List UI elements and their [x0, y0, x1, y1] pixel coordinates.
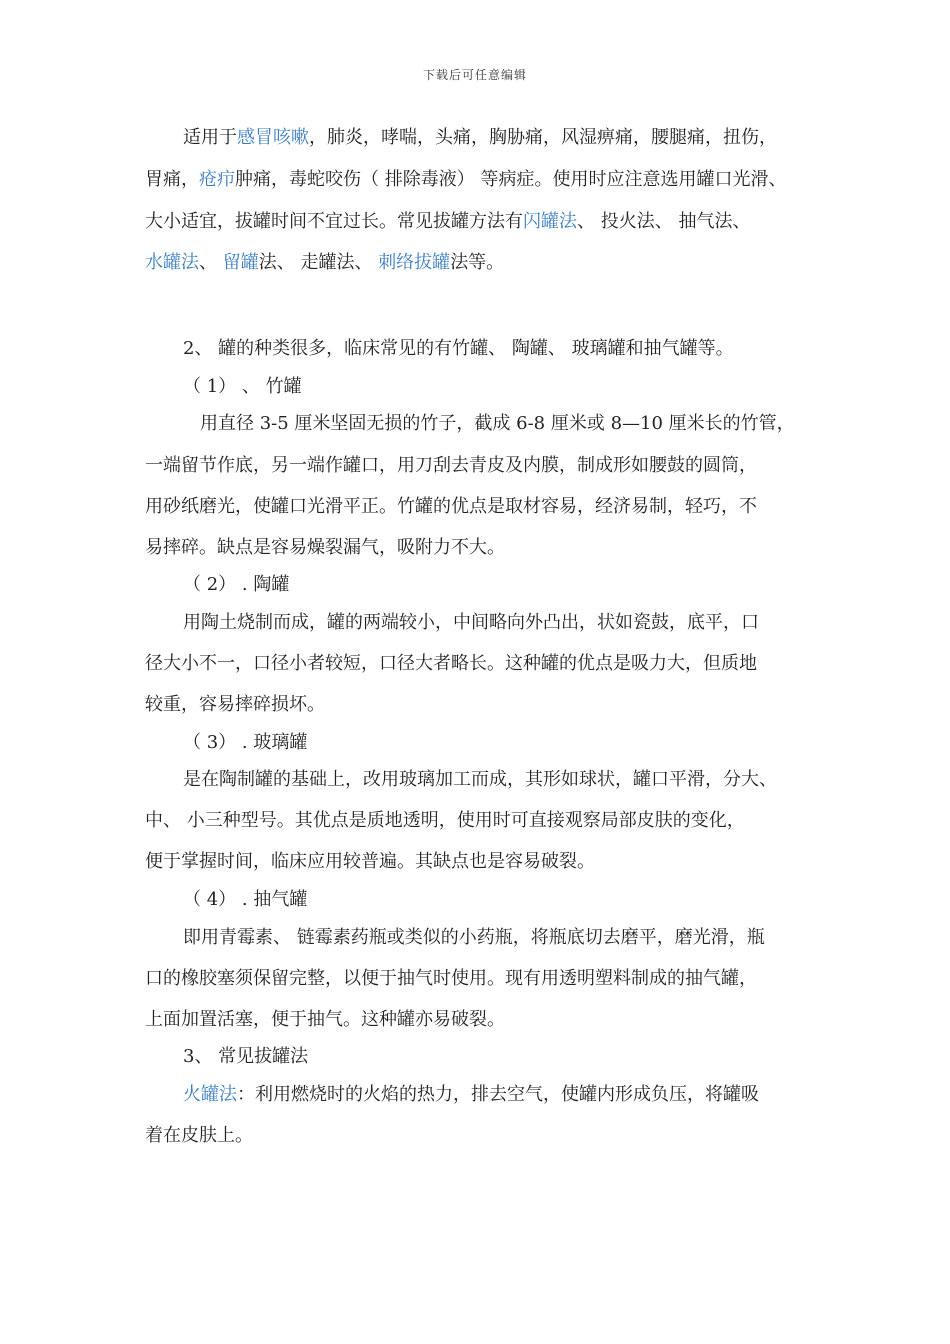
text-segment: 中、 小三种型号。其优点是质地透明，使用时可直接观察局部皮肤的变化，	[145, 810, 745, 831]
text-segment: 上面加置活塞，便于抽气。这种罐亦易破裂。	[145, 1009, 505, 1030]
text-line	[0, 693, 950, 717]
text-line	[0, 454, 950, 478]
text-line	[0, 495, 950, 519]
text-line	[0, 168, 950, 192]
text-segment: （ 1） 、 竹罐	[183, 376, 302, 397]
text-segment: 易摔碎。缺点是容易燥裂漏气，吸附力不大。	[145, 537, 505, 558]
text-segment: 着在皮肤上。	[145, 1125, 253, 1146]
term-link[interactable]: 感冒咳嗽	[237, 127, 309, 148]
text-line	[0, 251, 950, 275]
term-link[interactable]: 留罐	[222, 252, 259, 273]
page-header: 下载后可任意编辑	[422, 68, 527, 82]
text-line	[0, 809, 950, 833]
text-segment: （ 2） . 陶罐	[183, 574, 290, 595]
text-segment: 口的橡胶塞须保留完整，以便于抽气时使用。现有用透明塑料制成的抽气罐，	[145, 968, 757, 989]
text-segment: 胃痛，	[145, 169, 199, 190]
term-link[interactable]: 水罐法	[145, 252, 199, 273]
text-line	[0, 1124, 950, 1148]
text-segment: 用直径 3-5 厘米坚固无损的竹子，截成 6-8 厘米或 8—10 厘米长的竹管，	[200, 413, 795, 434]
text-line	[0, 967, 950, 991]
text-line	[0, 536, 950, 560]
text-segment: 2、 罐的种类很多，临床常见的有竹罐、 陶罐、 玻璃罐和抽气罐等。	[183, 338, 734, 359]
text-segment: 法等。	[450, 252, 505, 273]
text-segment: 肿痛，毒蛇咬伤（ 排除毒液） 等病症。使用时应注意选用罐口光滑、	[235, 169, 787, 190]
text-line	[0, 731, 950, 755]
text-line	[0, 337, 950, 361]
text-segment: （ 3） . 玻璃罐	[183, 732, 308, 753]
text-line	[0, 126, 950, 150]
text-line	[0, 573, 950, 597]
text-line	[0, 375, 950, 399]
term-link[interactable]: 疮疖	[199, 169, 235, 190]
text-line	[0, 926, 950, 950]
text-segment: 径大小不一，口径小者较短，口径大者略长。这种罐的优点是吸力大，但质地	[145, 653, 757, 674]
text-line	[0, 412, 950, 436]
text-line	[0, 652, 950, 676]
term-link[interactable]: 闪罐法	[523, 211, 577, 232]
term-link[interactable]: 刺络拔罐	[378, 252, 451, 273]
text-segment: 是在陶制罐的基础上，改用玻璃加工而成，其形如球状，罐口平滑，分大、	[183, 769, 777, 790]
text-segment: 、 投火法、 抽气法、	[577, 211, 751, 232]
text-segment: 、	[199, 252, 223, 273]
text-segment: 法、 走罐法、	[258, 252, 379, 273]
term-link[interactable]: 火罐法	[183, 1084, 237, 1105]
text-line	[0, 768, 950, 792]
text-line	[0, 1083, 950, 1107]
text-line	[0, 850, 950, 874]
text-segment: 即用青霉素、 链霉素药瓶或类似的小药瓶，将瓶底切去磨平，磨光滑，瓶	[183, 927, 765, 948]
text-line	[0, 1008, 950, 1032]
text-line	[0, 611, 950, 635]
text-segment: 用砂纸磨光，使罐口光滑平正。竹罐的优点是取材容易，经济易制，轻巧，不	[145, 496, 757, 517]
text-segment: 一端留节作底，另一端作罐口，用刀刮去青皮及内膜，制成形如腰鼓的圆筒，	[145, 455, 757, 476]
text-segment: 便于掌握时间，临床应用较普遍。其缺点也是容易破裂。	[145, 851, 595, 872]
text-segment: 大小适宜，拔罐时间不宜过长。常见拔罐方法有	[145, 211, 523, 232]
text-segment: 较重，容易摔碎损坏。	[145, 694, 325, 715]
text-line	[0, 1045, 950, 1069]
text-segment: 适用于	[183, 127, 237, 148]
text-segment: 3、 常见拔罐法	[183, 1046, 309, 1067]
text-line	[0, 210, 950, 234]
text-segment: （ 4） . 抽气罐	[183, 889, 308, 910]
text-segment: ，肺炎，哮喘，头痛，胸胁痛，风湿痹痛，腰腿痛，扭伤，	[309, 127, 777, 148]
text-segment: 用陶土烧制而成，罐的两端较小，中间略向外凸出，状如瓷鼓，底平，口	[183, 612, 759, 633]
text-segment: ：利用燃烧时的火焰的热力，排去空气，使罐内形成负压，将罐吸	[237, 1084, 759, 1105]
text-line	[0, 888, 950, 912]
